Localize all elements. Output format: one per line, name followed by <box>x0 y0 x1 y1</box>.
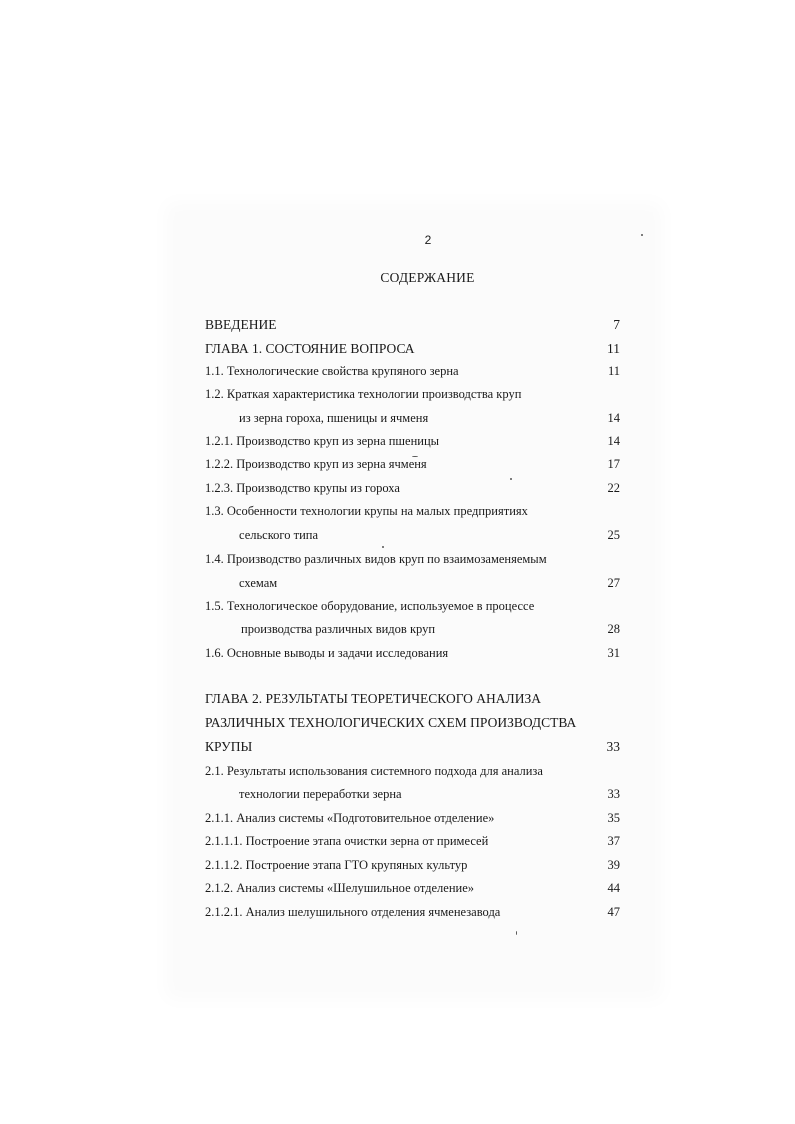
toc-entry-text: 2.1.2. Анализ системы «Шелушильное отделение» <box>205 881 475 895</box>
toc-entry-text: 1.5. Технологическое оборудование, используемое в процессе <box>205 599 535 613</box>
toc-entry-text: 1.6. Основные выводы и задачи исследования <box>205 646 449 660</box>
toc-entry-page: 17 <box>607 457 620 471</box>
toc-entry <box>205 481 620 501</box>
toc-entry-page: 27 <box>607 576 620 590</box>
toc-entry-page: 37 <box>607 834 620 848</box>
toc-entry <box>205 811 620 831</box>
toc-entry-continuation <box>205 787 620 807</box>
toc-entry <box>205 834 620 854</box>
toc-entry-text: из зерна гороха, пшеницы и ячменя <box>239 411 429 425</box>
toc-entry-text: КРУПЫ <box>205 739 253 754</box>
toc-entry-continuation <box>205 622 620 642</box>
toc-entry <box>205 881 620 901</box>
toc-entry-page: 47 <box>607 905 620 919</box>
toc-entry-text: сельского типа <box>239 528 319 542</box>
toc-entry-page: 44 <box>607 881 620 895</box>
toc-entry <box>205 504 620 524</box>
toc-entry <box>205 434 620 454</box>
toc-entry-page: 7 <box>613 317 620 332</box>
toc-entry-page: 14 <box>607 411 620 425</box>
toc-entry-continuation <box>205 528 620 548</box>
toc-entry-text: схемам <box>239 576 278 590</box>
page-number: 2 <box>424 233 432 247</box>
scan-speck <box>516 931 517 935</box>
scan-speck <box>382 546 384 548</box>
toc-entry-text: 1.4. Производство различных видов круп по взаимозаменяемым <box>205 552 547 566</box>
toc-entry <box>205 599 620 619</box>
toc-entry-text: РАЗЛИЧНЫХ ТЕХНОЛОГИЧЕСКИХ СХЕМ ПРОИЗВОДСТВА <box>205 715 577 730</box>
toc-entry-text: 2.1.1.2. Построение этапа ГТО крупяных культур <box>205 858 468 872</box>
toc-entry <box>205 364 620 384</box>
toc-entry-page: 28 <box>607 622 620 636</box>
toc-entry-chapter-1 <box>205 341 620 361</box>
toc-entry-text: технологии переработки зерна <box>239 787 402 801</box>
toc-entry-text: 1.2.1. Производство круп из зерна пшеницы <box>205 434 440 448</box>
toc-entry-page: 11 <box>607 341 620 356</box>
toc-entry <box>205 457 620 477</box>
toc-entry <box>205 387 620 407</box>
toc-entry-text: производства различных видов круп <box>241 622 436 636</box>
toc-entry-text: 1.3. Особенности технологии крупы на малых предприятиях <box>205 504 528 518</box>
toc-entry-text: 2.1. Результаты использования системного подхода для анализа <box>205 764 543 778</box>
toc-entry-page: 25 <box>607 528 620 542</box>
toc-entry-text: ГЛАВА 1. СОСТОЯНИЕ ВОПРОСА <box>205 341 415 356</box>
toc-entry <box>205 764 620 784</box>
scan-speck <box>641 234 643 236</box>
toc-entry-text: 1.1. Технологические свойства крупяного зерна <box>205 364 459 378</box>
toc-entry <box>205 646 620 666</box>
toc-entry-introduction <box>205 317 620 337</box>
toc-entry-text: 2.1.2.1. Анализ шелушильного отделения ячменезавода <box>205 905 501 919</box>
toc-entry-page: 22 <box>607 481 620 495</box>
toc-entry <box>205 552 620 572</box>
toc-entry-continuation <box>205 411 620 431</box>
toc-entry-text: 1.2.2. Производство круп из зерна ячменя <box>205 457 427 471</box>
toc-entry-page: 35 <box>607 811 620 825</box>
toc-entry-text: ВВЕДЕНИЕ <box>205 317 277 332</box>
toc-entry <box>205 905 620 925</box>
scan-speck <box>510 478 512 480</box>
page-title: СОДЕРЖАНИЕ <box>380 270 475 285</box>
toc-entry-chapter-2-cont <box>205 715 620 735</box>
toc-entry-page: 31 <box>607 646 620 660</box>
toc-entry-page: 14 <box>607 434 620 448</box>
toc-entry-text: ГЛАВА 2. РЕЗУЛЬТАТЫ ТЕОРЕТИЧЕСКОГО АНАЛИЗА <box>205 691 541 706</box>
toc-entry-text: 2.1.1.1. Построение этапа очистки зерна от примесей <box>205 834 489 848</box>
toc-entry-page: 33 <box>607 787 620 801</box>
toc-entry-continuation <box>205 576 620 596</box>
toc-entry-page: 11 <box>607 364 620 378</box>
scan-speck <box>412 456 418 457</box>
toc-entry-text: 1.2.3. Производство крупы из гороха <box>205 481 400 495</box>
toc-entry-text: 1.2. Краткая характеристика технологии производства круп <box>205 387 522 401</box>
toc-entry-page: 39 <box>607 858 620 872</box>
toc-entry <box>205 858 620 878</box>
toc-entry-chapter-2 <box>205 691 620 711</box>
toc-entry-chapter-2-cont <box>205 739 620 759</box>
toc-entry-page: 33 <box>606 739 620 754</box>
toc-entry-text: 2.1.1. Анализ системы «Подготовительное отделение» <box>205 811 495 825</box>
